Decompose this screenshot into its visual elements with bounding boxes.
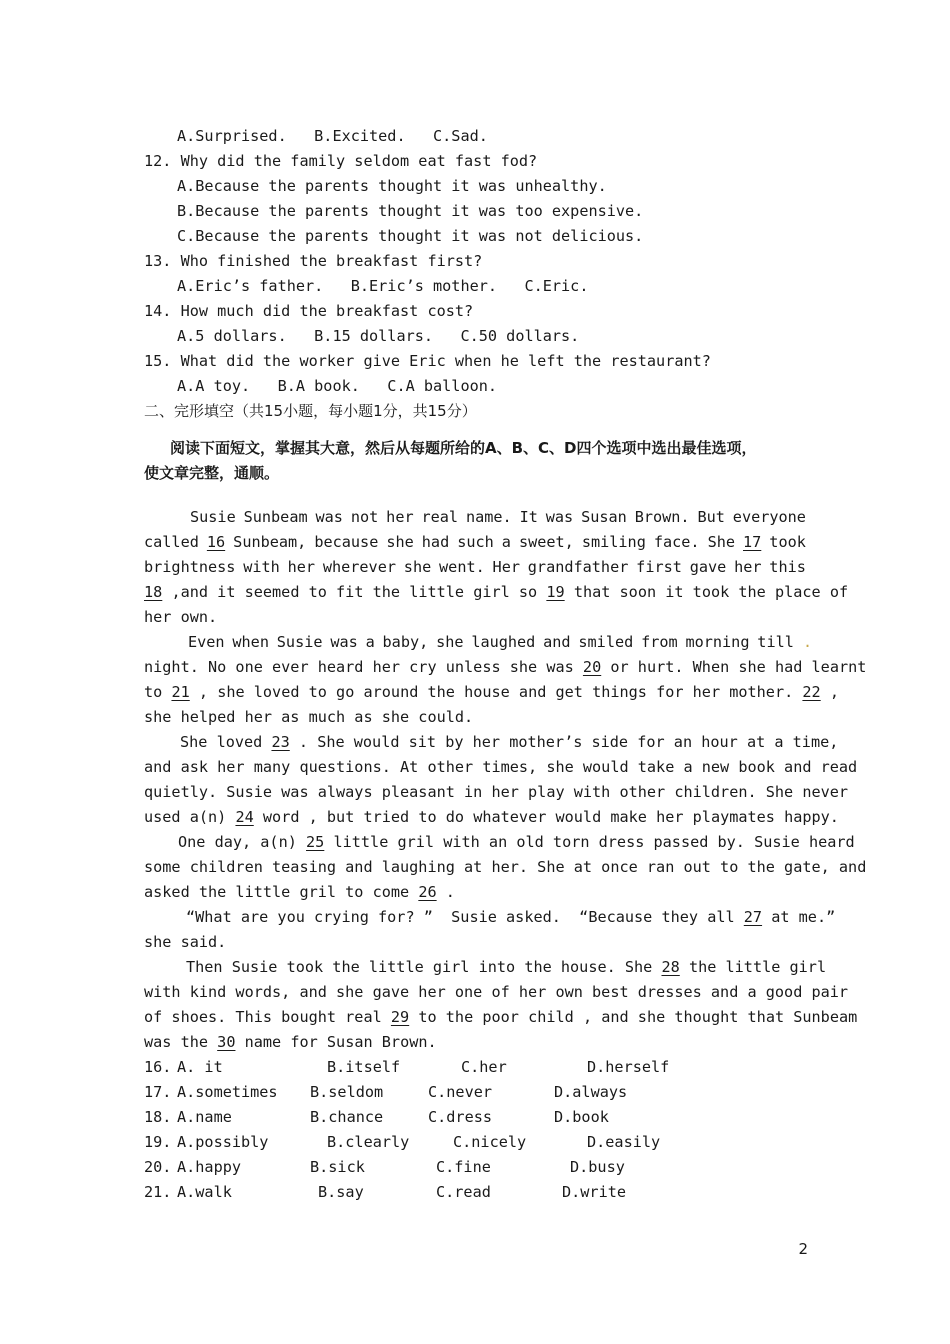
section-heading: 二、完形填空（共15小题，每小题1分，共15分） xyxy=(144,402,477,420)
passage-line: used a(n) 24 word , but tried to do whatever would make her playmates happy. xyxy=(144,808,839,826)
option-c: C.fine xyxy=(436,1158,491,1176)
passage-line: of shoes. This bought real 29 to the poor child , and she thought that Sunbeam xyxy=(144,1008,858,1026)
word: went. xyxy=(439,558,485,576)
word: from xyxy=(641,633,678,651)
word: not xyxy=(350,508,379,526)
word: name. xyxy=(465,508,512,526)
passage-line xyxy=(144,555,806,580)
option-a: A.sometimes xyxy=(177,1083,278,1101)
option-b: B.itself xyxy=(327,1058,401,1076)
word: was xyxy=(330,633,358,651)
passage-line xyxy=(188,630,794,655)
word: baby, xyxy=(382,633,429,651)
q14-question: 14. How much did the breakfast cost? xyxy=(144,302,474,320)
option-d: D.always xyxy=(554,1083,628,1101)
word: her xyxy=(287,558,316,576)
option-b: B.seldom xyxy=(310,1083,384,1101)
option-d: D.easily xyxy=(587,1133,661,1151)
word: morning xyxy=(685,633,750,651)
option-a: A.happy xyxy=(177,1158,242,1176)
word: till xyxy=(757,633,794,651)
word: Susie xyxy=(190,508,236,526)
blank-17: 17 xyxy=(743,533,762,551)
option-num: 19. xyxy=(144,1133,172,1151)
q13-options: A.Eric’s father. B.Eric’s mother. C.Eric. xyxy=(177,277,589,295)
passage-line: her own. xyxy=(144,608,218,626)
word: and xyxy=(543,633,571,651)
instruction-line-2: 使文章完整，通顺。 xyxy=(144,464,280,482)
word: brightness xyxy=(144,558,236,576)
word: Brown. xyxy=(634,508,690,526)
word: this xyxy=(769,558,806,576)
option-d: D.write xyxy=(562,1183,627,1201)
passage-line: some children teasing and laughing at her. She at once ran out to the gate, and xyxy=(144,858,867,876)
blank-26: 26 xyxy=(418,883,437,901)
option-b: B.say xyxy=(318,1183,364,1201)
option-c: C.read xyxy=(436,1183,491,1201)
passage-line: to 21 , she loved to go around the house and get things for her mother. 22 , xyxy=(144,683,840,701)
option-num: 20. xyxy=(144,1158,172,1176)
blank-21: 21 xyxy=(171,683,190,701)
word: gave xyxy=(689,558,727,576)
option-num: 18. xyxy=(144,1108,172,1126)
blank-24: 24 xyxy=(235,808,254,826)
page-number: 2 xyxy=(798,1240,808,1258)
word: Susan xyxy=(581,508,627,526)
passage-line: One day, a(n) 25 little gril with an old torn dress passed by. Susie heard xyxy=(178,833,855,851)
option-a: A.name xyxy=(177,1108,232,1126)
passage-line: she said. xyxy=(144,933,227,951)
q15-question: 15. What did the worker give Eric when he left the restaurant? xyxy=(144,352,711,370)
option-num: 21. xyxy=(144,1183,172,1201)
word: wherever xyxy=(322,558,396,576)
option-c: C.nicely xyxy=(453,1133,527,1151)
word: smiled xyxy=(578,633,634,651)
word: her xyxy=(386,508,414,526)
word: grandfather xyxy=(527,558,629,576)
q15-options: A.A toy. B.A book. C.A balloon. xyxy=(177,377,498,395)
blank-27: 27 xyxy=(743,908,763,926)
word: was xyxy=(545,508,574,526)
blank-18: 18 xyxy=(144,583,163,601)
passage-line xyxy=(190,505,806,530)
passage-line: was the 30 name for Susan Brown. xyxy=(144,1033,437,1051)
word: she xyxy=(403,558,432,576)
passage-line: She loved 23 . She would sit by her mother’s side for an hour at a time, xyxy=(180,733,839,751)
q14-options: A.5 dollars. B.15 dollars. C.50 dollars. xyxy=(177,327,580,345)
word: But xyxy=(697,508,725,526)
word: Susie xyxy=(276,633,323,651)
blank-28: 28 xyxy=(661,958,680,976)
option-num: 16. xyxy=(144,1058,172,1076)
blank-30: 30 xyxy=(217,1033,236,1051)
option-d: D.herself xyxy=(587,1058,670,1076)
passage-line: she helped her as much as she could. xyxy=(144,708,474,726)
word: It xyxy=(519,508,538,526)
option-c: C.never xyxy=(428,1083,493,1101)
passage-line: Then Susie took the little girl into the house. She 28 the little girl xyxy=(186,958,827,976)
blank-16: 16 xyxy=(206,533,226,551)
passage-line: 18 ,and it seemed to fit the little girl so 19 that soon it took the place of xyxy=(144,583,849,601)
passage-line: asked the little gril to come 26 . xyxy=(144,883,455,901)
word: with xyxy=(243,558,280,576)
option-b: B.sick xyxy=(310,1158,365,1176)
word: Sunbeam xyxy=(243,508,308,526)
word: when xyxy=(232,633,269,651)
q11-options: A.Surprised. B.Excited. C.Sad. xyxy=(177,127,488,145)
option-num: 17. xyxy=(144,1083,172,1101)
option-d: D.book xyxy=(554,1108,609,1126)
option-a: A.possibly xyxy=(177,1133,269,1151)
q12-question: 12. Why did the family seldom eat fast fod? xyxy=(144,152,538,170)
word: Her xyxy=(492,558,520,576)
word: a xyxy=(365,633,375,651)
passage-line: “What are you crying for? ” Susie asked. “Because they all 27 at me.” xyxy=(186,908,836,926)
passage-line: night. No one ever heard her cry unless she was 20 or hurt. When she had learnt xyxy=(144,658,867,676)
option-b: B.clearly xyxy=(327,1133,410,1151)
blank-22: 22 xyxy=(802,683,821,701)
word: laughed xyxy=(471,633,536,651)
blank-29: 29 xyxy=(390,1008,410,1026)
word: real xyxy=(421,508,459,526)
stray-dot: . xyxy=(803,633,813,651)
passage-line: quietly. Susie was always pleasant in her play with other children. She never xyxy=(144,783,849,801)
passage-line: with kind words, and she gave her one of her own best dresses and a good pair xyxy=(144,983,849,1001)
word: Even xyxy=(188,633,225,651)
word: her xyxy=(734,558,762,576)
word: everyone xyxy=(732,508,806,526)
option-c: C.dress xyxy=(428,1108,493,1126)
blank-19: 19 xyxy=(546,583,565,601)
blank-20: 20 xyxy=(582,658,602,676)
option-a: A.walk xyxy=(177,1183,232,1201)
blank-23: 23 xyxy=(271,733,290,751)
q12-option-c: C.Because the parents thought it was not delicious. xyxy=(177,227,644,245)
option-d: D.busy xyxy=(570,1158,625,1176)
word: first xyxy=(636,558,682,576)
q12-option-a: A.Because the parents thought it was unhealthy. xyxy=(177,177,607,195)
word: she xyxy=(436,633,464,651)
option-b: B.chance xyxy=(310,1108,384,1126)
passage-line: and ask her many questions. At other times, she would take a new book and read xyxy=(144,758,858,776)
option-a: A. it xyxy=(177,1058,223,1076)
passage-line: called 16 Sunbeam, because she had such a sweet, smiling face. She 17 took xyxy=(144,530,806,555)
instruction-line-1: 阅读下面短文，掌握其大意，然后从每题所给的A、B、C、D四个选项中选出最佳选项， xyxy=(170,439,757,457)
q12-option-b: B.Because the parents thought it was too expensive. xyxy=(177,202,644,220)
word: was xyxy=(315,508,343,526)
q13-question: 13. Who finished the breakfast first? xyxy=(144,252,483,270)
blank-25: 25 xyxy=(306,833,325,851)
option-c: C.her xyxy=(461,1058,507,1076)
